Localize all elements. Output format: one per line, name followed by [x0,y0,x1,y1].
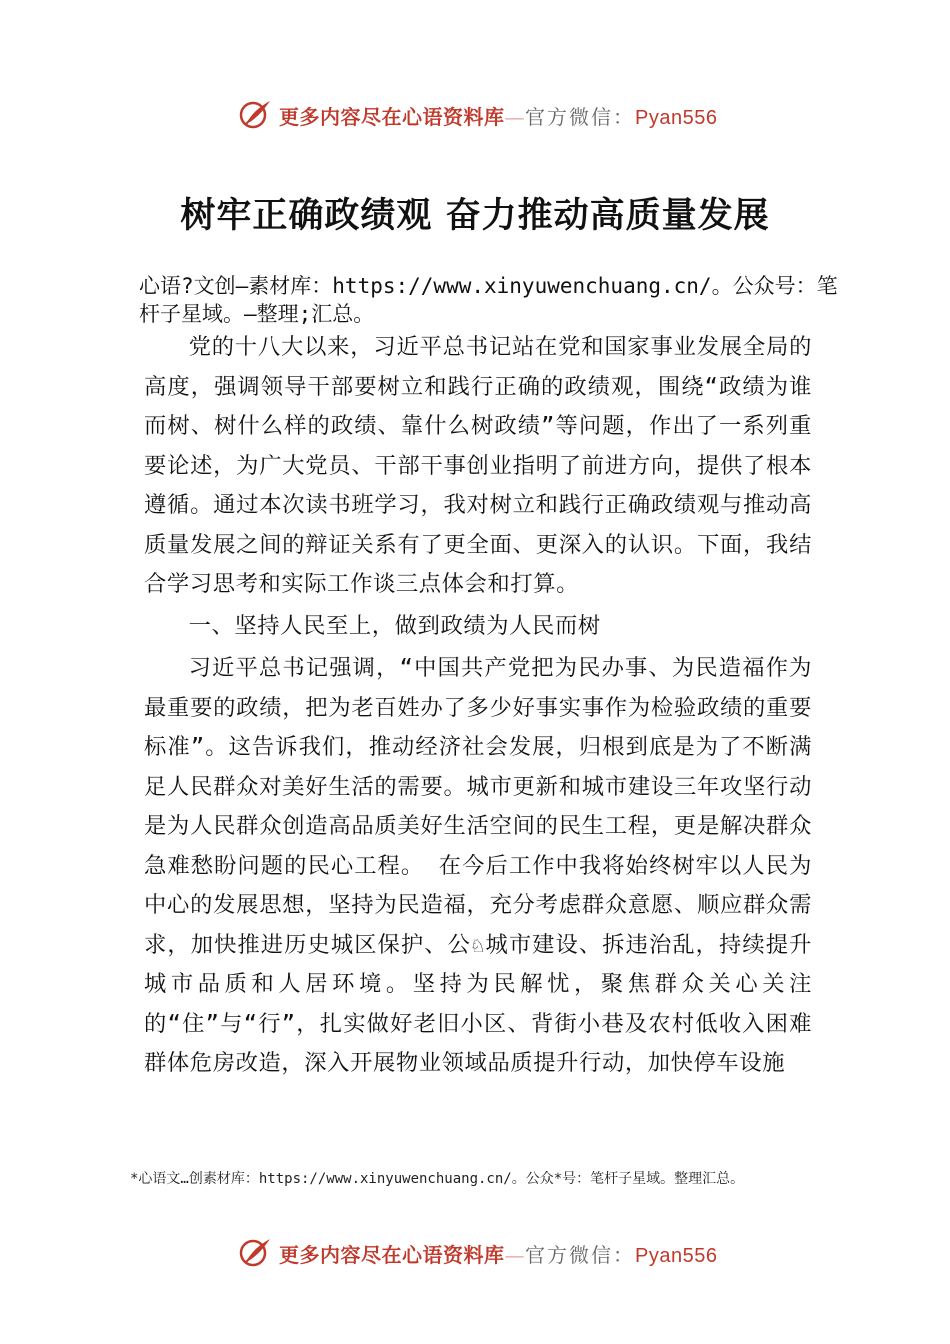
banner-wechat-label: 官方微信： [525,105,635,129]
banner-text [279,101,717,130]
banner-library-name: 更多内容尽在心语资料库 [279,1243,505,1267]
section-heading: 一、坚持人民至上，做到政绩为人民而树 [188,612,601,639]
banner-wechat-id: Pyan556 [635,1245,718,1267]
banner-library-name: 更多内容尽在心语资料库 [279,105,505,129]
quill-logo-icon [239,1236,273,1268]
document-title: 树牢正确政绩观 奋力推动高质量发展 [180,195,770,236]
footer-banner [0,1232,950,1272]
banner-text [279,1239,717,1268]
paragraph-intro: 党的十八大以来，习近平总书记站在党和国家事业发展全局的高度，强调领导干部要树立和践行正确的政绩观，围绕“政绩为谁而树、树什么样的政绩、靠什么树政绩”等问题，作出了一系列重要论述，为广大党员、干部干事创业指明了前进方向，提供了根本遵循。通过本次读书班学习，我对树立和践行正确政绩观与推动高质量发展之间的辩证关系有了更全面、更深入的认识。下面，我结合学习思考和实际工作谈三点体会和打算。 [144,334,812,597]
paragraph-section-one: 习近平总书记强调，“中国共产党把为民办事、为民造福作为最重要的政绩，把为老百姓办了多少好事实事作为检验政绩的重要标准”。这告诉我们，推动经济社会发展，归根到底是为了不断满足人民群众对美好生活的需要。城市更新和城市建设三年攻坚行动是为人民群众创造高品质美好生活空间的民生工程，更是解决群众急难愁盼问题的民心工程。 在今后工作中我将始终树牢以人民为中心的发展思想，坚持为民造福，充分考虑群众意愿、顺应群众需求，加快推进历史城区保护、公♘城市建设、拆违治乱，持续提升城市品质和人居环境。坚持为民解忧，聚焦群众关心关注的“住”与“行”，扎实做好老旧小区、背街小巷及农村低收入困难群体危房改造，深入开展物业领域品质提升行动，加快停车设施 [144,655,812,1076]
source-line: 心语?文创—素材库：https://www.xinyuwenchuang.cn/。公众号：笔杆子星域。—整理;汇总。 [139,274,838,326]
banner-dash: — [504,105,525,129]
quill-logo-icon [239,98,273,130]
document-body [144,328,812,1084]
footer-note: *心语文…创素材库：https://www.xinyuwenchuang.cn/。公众*号：笔杆子星域。整理汇总。 [130,1171,745,1187]
banner-wechat-label: 官方微信： [525,1243,635,1267]
banner-wechat-id: Pyan556 [635,107,718,129]
banner-dash: — [504,1243,525,1267]
header-banner [0,94,950,134]
